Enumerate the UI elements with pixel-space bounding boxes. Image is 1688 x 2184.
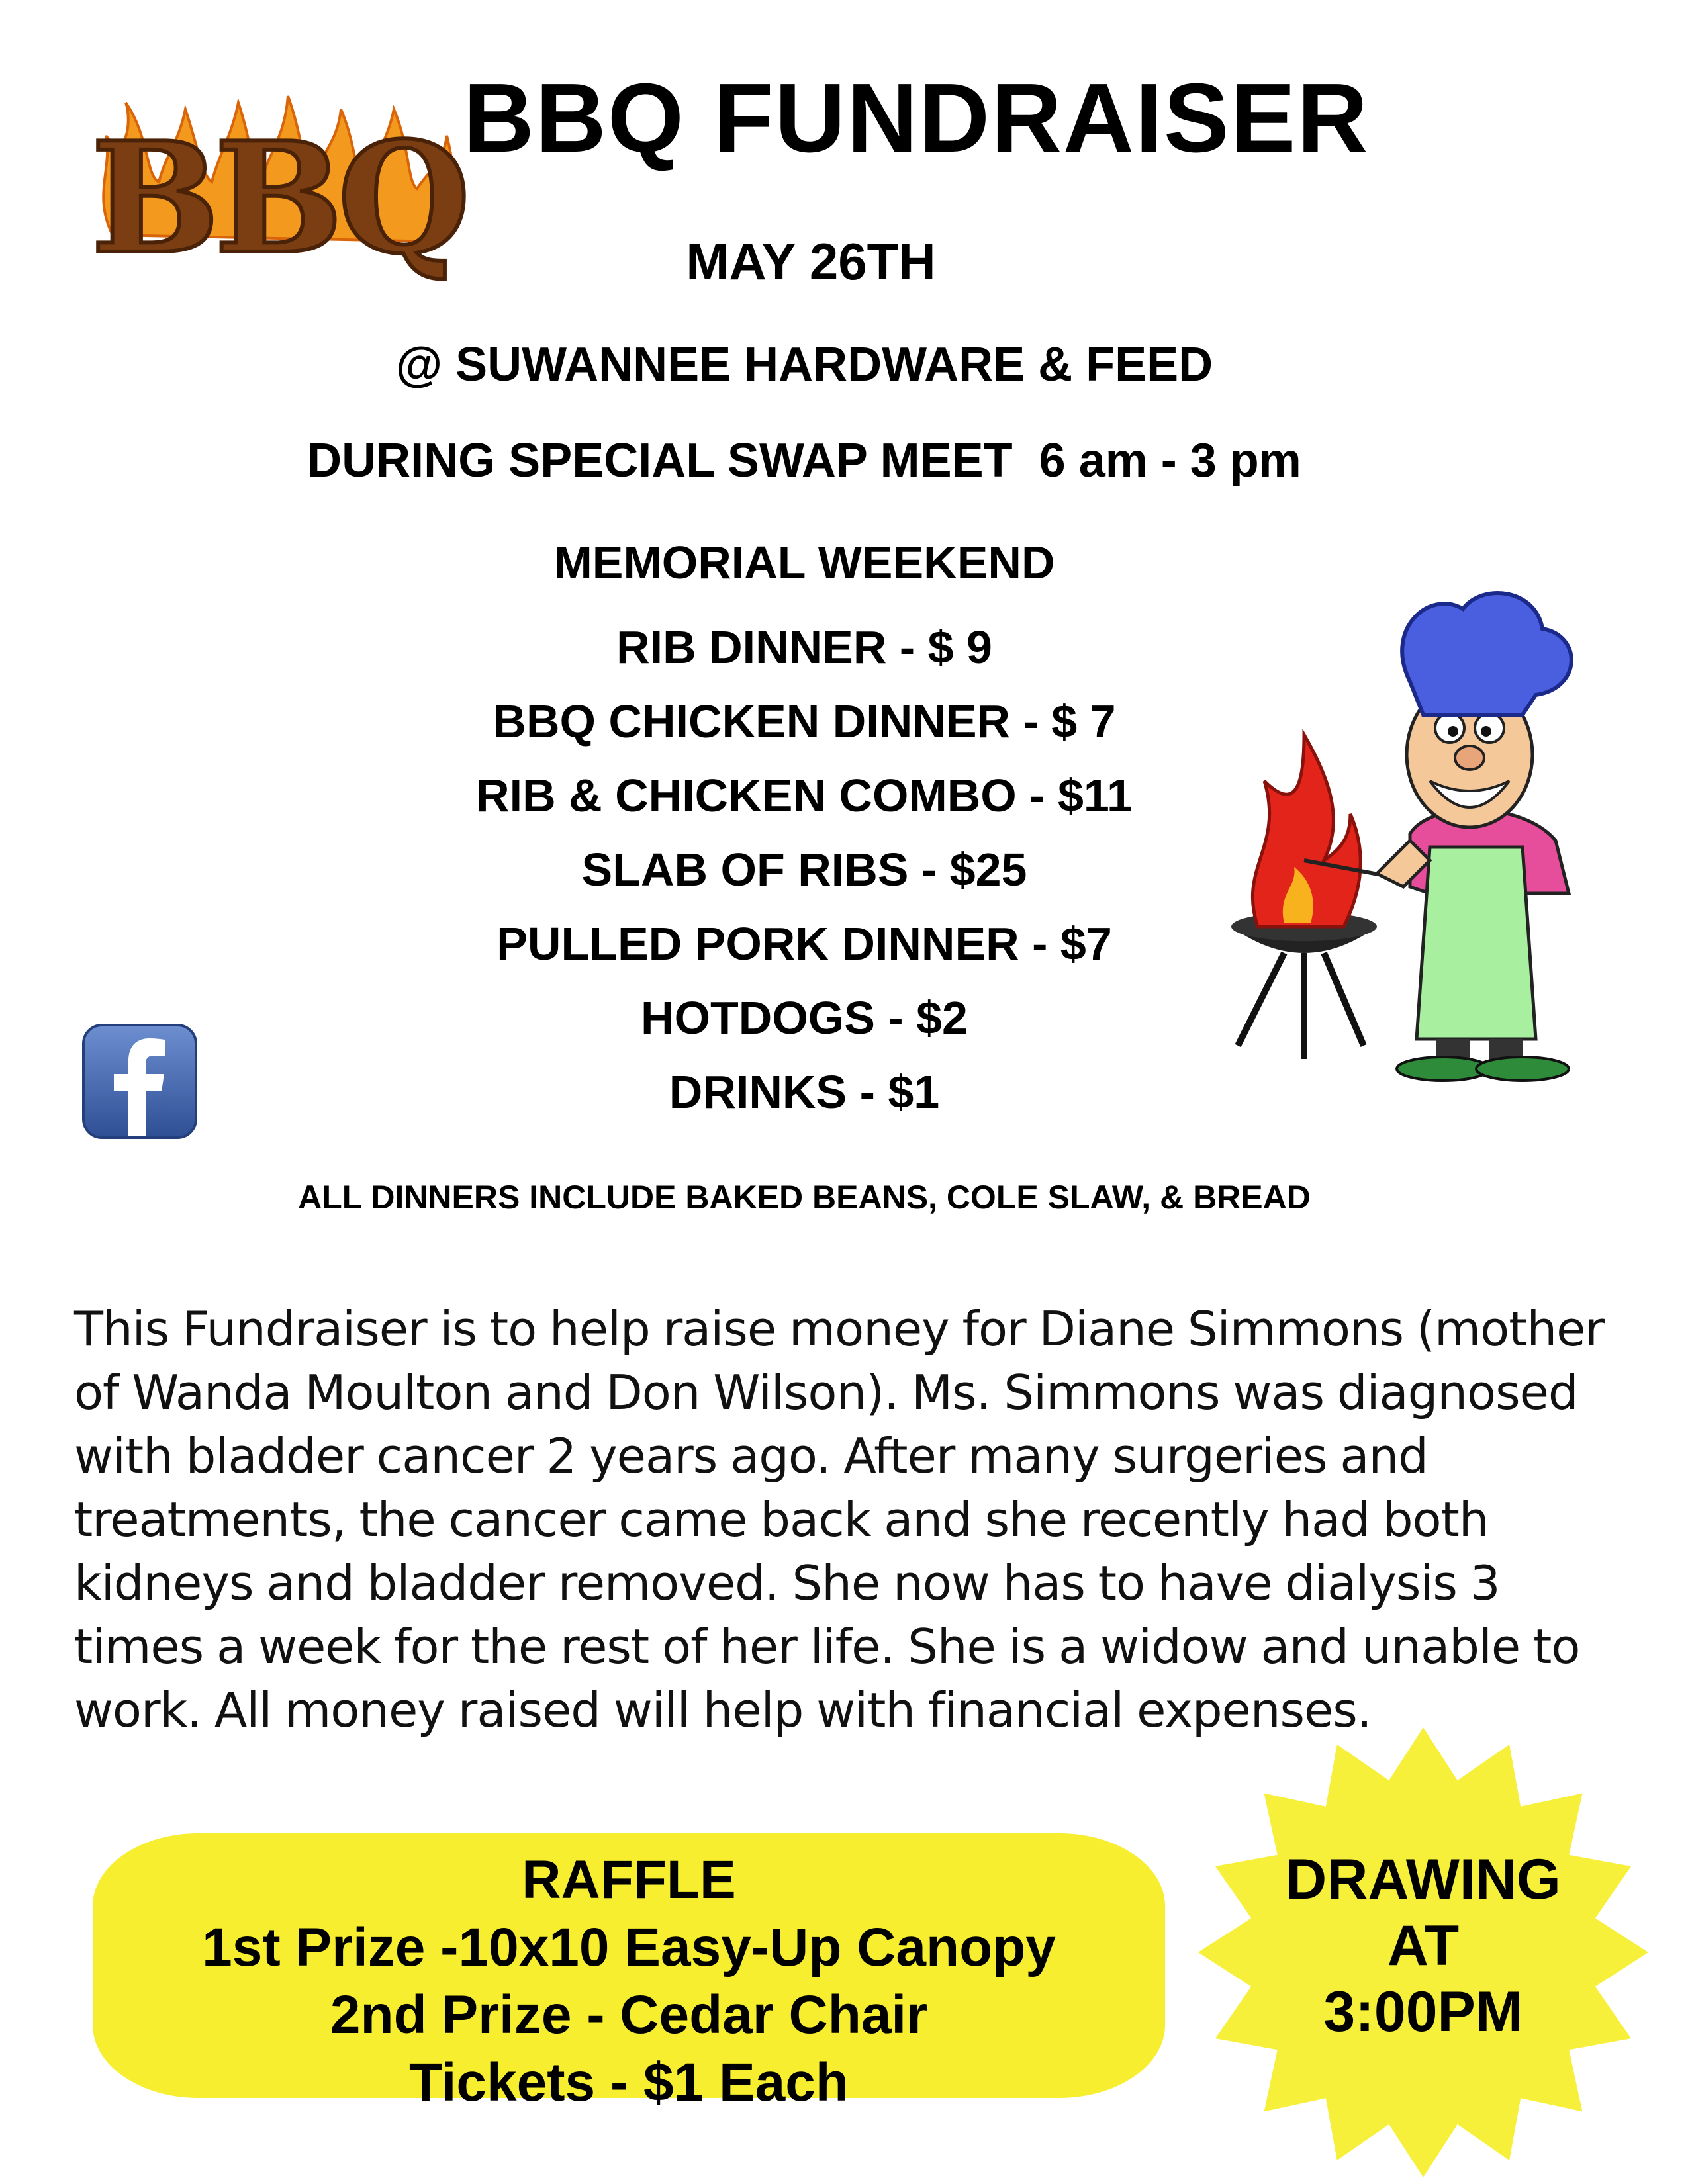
menu-item: RIB DINNER - $ 9 xyxy=(616,621,992,673)
story-line: of Wanda Moulton and Don Wilson). Ms. Simmons was diagnosed xyxy=(74,1365,1578,1420)
story-paragraph xyxy=(74,1297,1636,1742)
raffle-prize-2: 2nd Prize - Cedar Chair xyxy=(330,1985,928,2045)
menu-item: RIB & CHICKEN COMBO - $11 xyxy=(476,770,1133,821)
story-line: treatments, the cancer came back and she recently had both xyxy=(74,1492,1489,1547)
drawing-line-3: 3:00PM xyxy=(1323,1980,1523,2044)
drawing-line-2: AT xyxy=(1387,1914,1460,1978)
raffle-prize-1: 1st Prize -10x10 Easy-Up Canopy xyxy=(202,1917,1056,1978)
story-line: kidneys and bladder removed. She now has to have dialysis 3 xyxy=(74,1555,1500,1611)
event-occasion: DURING SPECIAL SWAP MEET 6 am - 3 pm xyxy=(307,434,1301,487)
menu-item: PULLED PORK DINNER - $7 xyxy=(496,918,1112,970)
story-line: This Fundraiser is to help raise money for Diane Simmons (mother xyxy=(74,1301,1604,1357)
facebook-icon[interactable] xyxy=(81,1023,199,1140)
raffle-heading: RAFFLE xyxy=(522,1850,736,1910)
menu-item: HOTDOGS - $2 xyxy=(641,992,968,1044)
raffle-tickets: Tickets - $1 Each xyxy=(409,2052,849,2113)
drawing-line-1: DRAWING xyxy=(1286,1848,1561,1911)
chef-grilling-illustration xyxy=(1211,582,1622,1085)
menu-item: DRINKS - $1 xyxy=(669,1066,940,1118)
event-date: MAY 26TH xyxy=(686,232,936,291)
includes-note: ALL DINNERS INCLUDE BAKED BEANS, COLE SLAW, & BREAD xyxy=(298,1179,1311,1216)
story-line: work. All money raised will help with financial expenses. xyxy=(74,1682,1372,1738)
page-title: BBQ FUNDRAISER xyxy=(463,64,1370,173)
menu-item: SLAB OF RIBS - $25 xyxy=(581,844,1027,895)
drawing-time xyxy=(1225,1846,1622,2045)
story-line: with bladder cancer 2 years ago. After many surgeries and xyxy=(74,1428,1428,1484)
story-line: times a week for the rest of her life. She is a widow and unable to xyxy=(74,1619,1580,1674)
raffle-details xyxy=(93,1846,1165,2116)
menu-item: BBQ CHICKEN DINNER - $ 7 xyxy=(492,696,1116,747)
event-weekend: MEMORIAL WEEKEND xyxy=(553,537,1055,588)
svg-text:BBQ: BBQ xyxy=(91,109,465,281)
event-venue: @ SUWANNEE HARDWARE & FEED xyxy=(395,338,1213,391)
